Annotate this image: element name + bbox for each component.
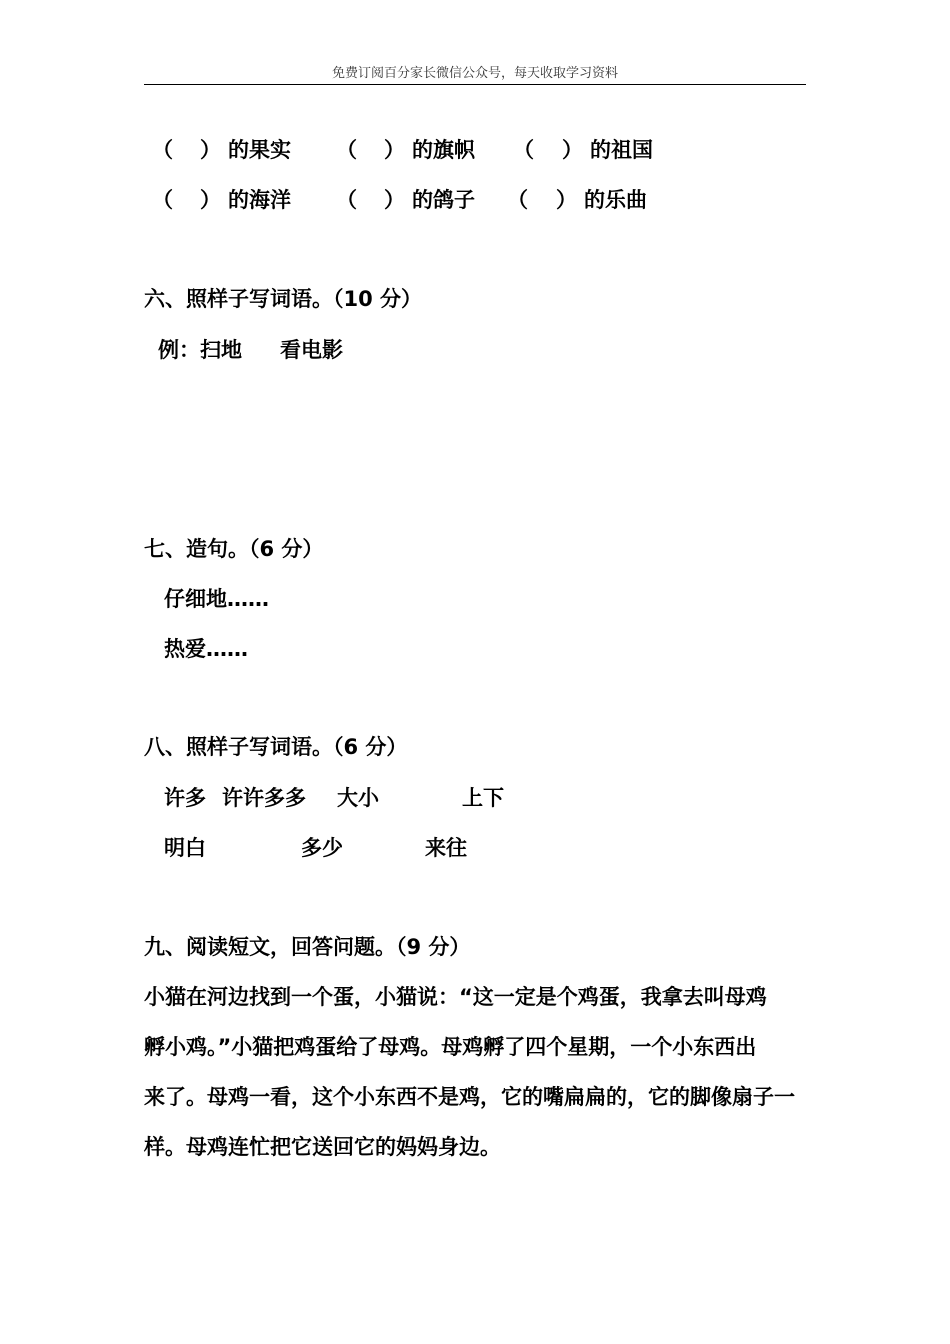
blank-open-paren: （ bbox=[507, 188, 528, 212]
section-8-title: 八、照样子写词语。（6 分） bbox=[144, 735, 408, 759]
section-6-example-word: 看电影 bbox=[280, 338, 343, 362]
blank-close-paren: ） bbox=[200, 138, 221, 162]
section-7-item: 热爱…… bbox=[164, 637, 248, 661]
section-9-title: 九、阅读短文，回答问题。（9 分） bbox=[144, 935, 471, 959]
blank-phrase: 的果实 bbox=[228, 138, 291, 162]
blank-open-paren: （ bbox=[336, 138, 357, 162]
blank-phrase: 的旗帜 bbox=[412, 138, 475, 162]
blank-close-paren: ） bbox=[384, 138, 405, 162]
passage-line: 样。母鸡连忙把它送回它的妈妈身边。 bbox=[144, 1135, 501, 1159]
blank-phrase: 的乐曲 bbox=[584, 188, 647, 212]
blank-close-paren: ） bbox=[384, 188, 405, 212]
header-rule bbox=[144, 84, 806, 85]
section-8-word: 大小 bbox=[337, 786, 379, 810]
passage-line: 小猫在河边找到一个蛋，小猫说：“这一定是个鸡蛋，我拿去叫母鸡 bbox=[144, 985, 767, 1009]
blank-phrase: 的祖国 bbox=[590, 138, 653, 162]
passage-line: 孵小鸡。”小猫把鸡蛋给了母鸡。母鸡孵了四个星期，一个小东西出 bbox=[144, 1035, 757, 1059]
blank-close-paren: ） bbox=[200, 188, 221, 212]
section-8-word: 许许多多 bbox=[222, 786, 306, 810]
page-header: 免费订阅百分家长微信公众号，每天收取学习资料 bbox=[331, 66, 618, 81]
blank-open-paren: （ bbox=[513, 138, 534, 162]
section-8-word: 来往 bbox=[425, 836, 467, 860]
section-8-word: 多少 bbox=[301, 836, 343, 860]
section-8-word: 许多 bbox=[164, 786, 206, 810]
section-8-word: 上下 bbox=[462, 786, 504, 810]
blank-open-paren: （ bbox=[336, 188, 357, 212]
section-7-title: 七、造句。（6 分） bbox=[144, 537, 324, 561]
section-8-word: 明白 bbox=[164, 836, 206, 860]
section-6-title: 六、照样子写词语。（10 分） bbox=[144, 287, 423, 311]
blank-phrase: 的鸽子 bbox=[412, 188, 475, 212]
blank-close-paren: ） bbox=[556, 188, 577, 212]
passage-line: 来了。母鸡一看，这个小东西不是鸡，它的嘴扁扁的，它的脚像扇子一 bbox=[144, 1085, 795, 1109]
blank-phrase: 的海洋 bbox=[228, 188, 291, 212]
section-6-example-label: 例：扫地 bbox=[158, 338, 242, 362]
blank-close-paren: ） bbox=[562, 138, 583, 162]
section-7-item: 仔细地…… bbox=[164, 587, 269, 611]
blank-open-paren: （ bbox=[152, 138, 173, 162]
blank-open-paren: （ bbox=[152, 188, 173, 212]
